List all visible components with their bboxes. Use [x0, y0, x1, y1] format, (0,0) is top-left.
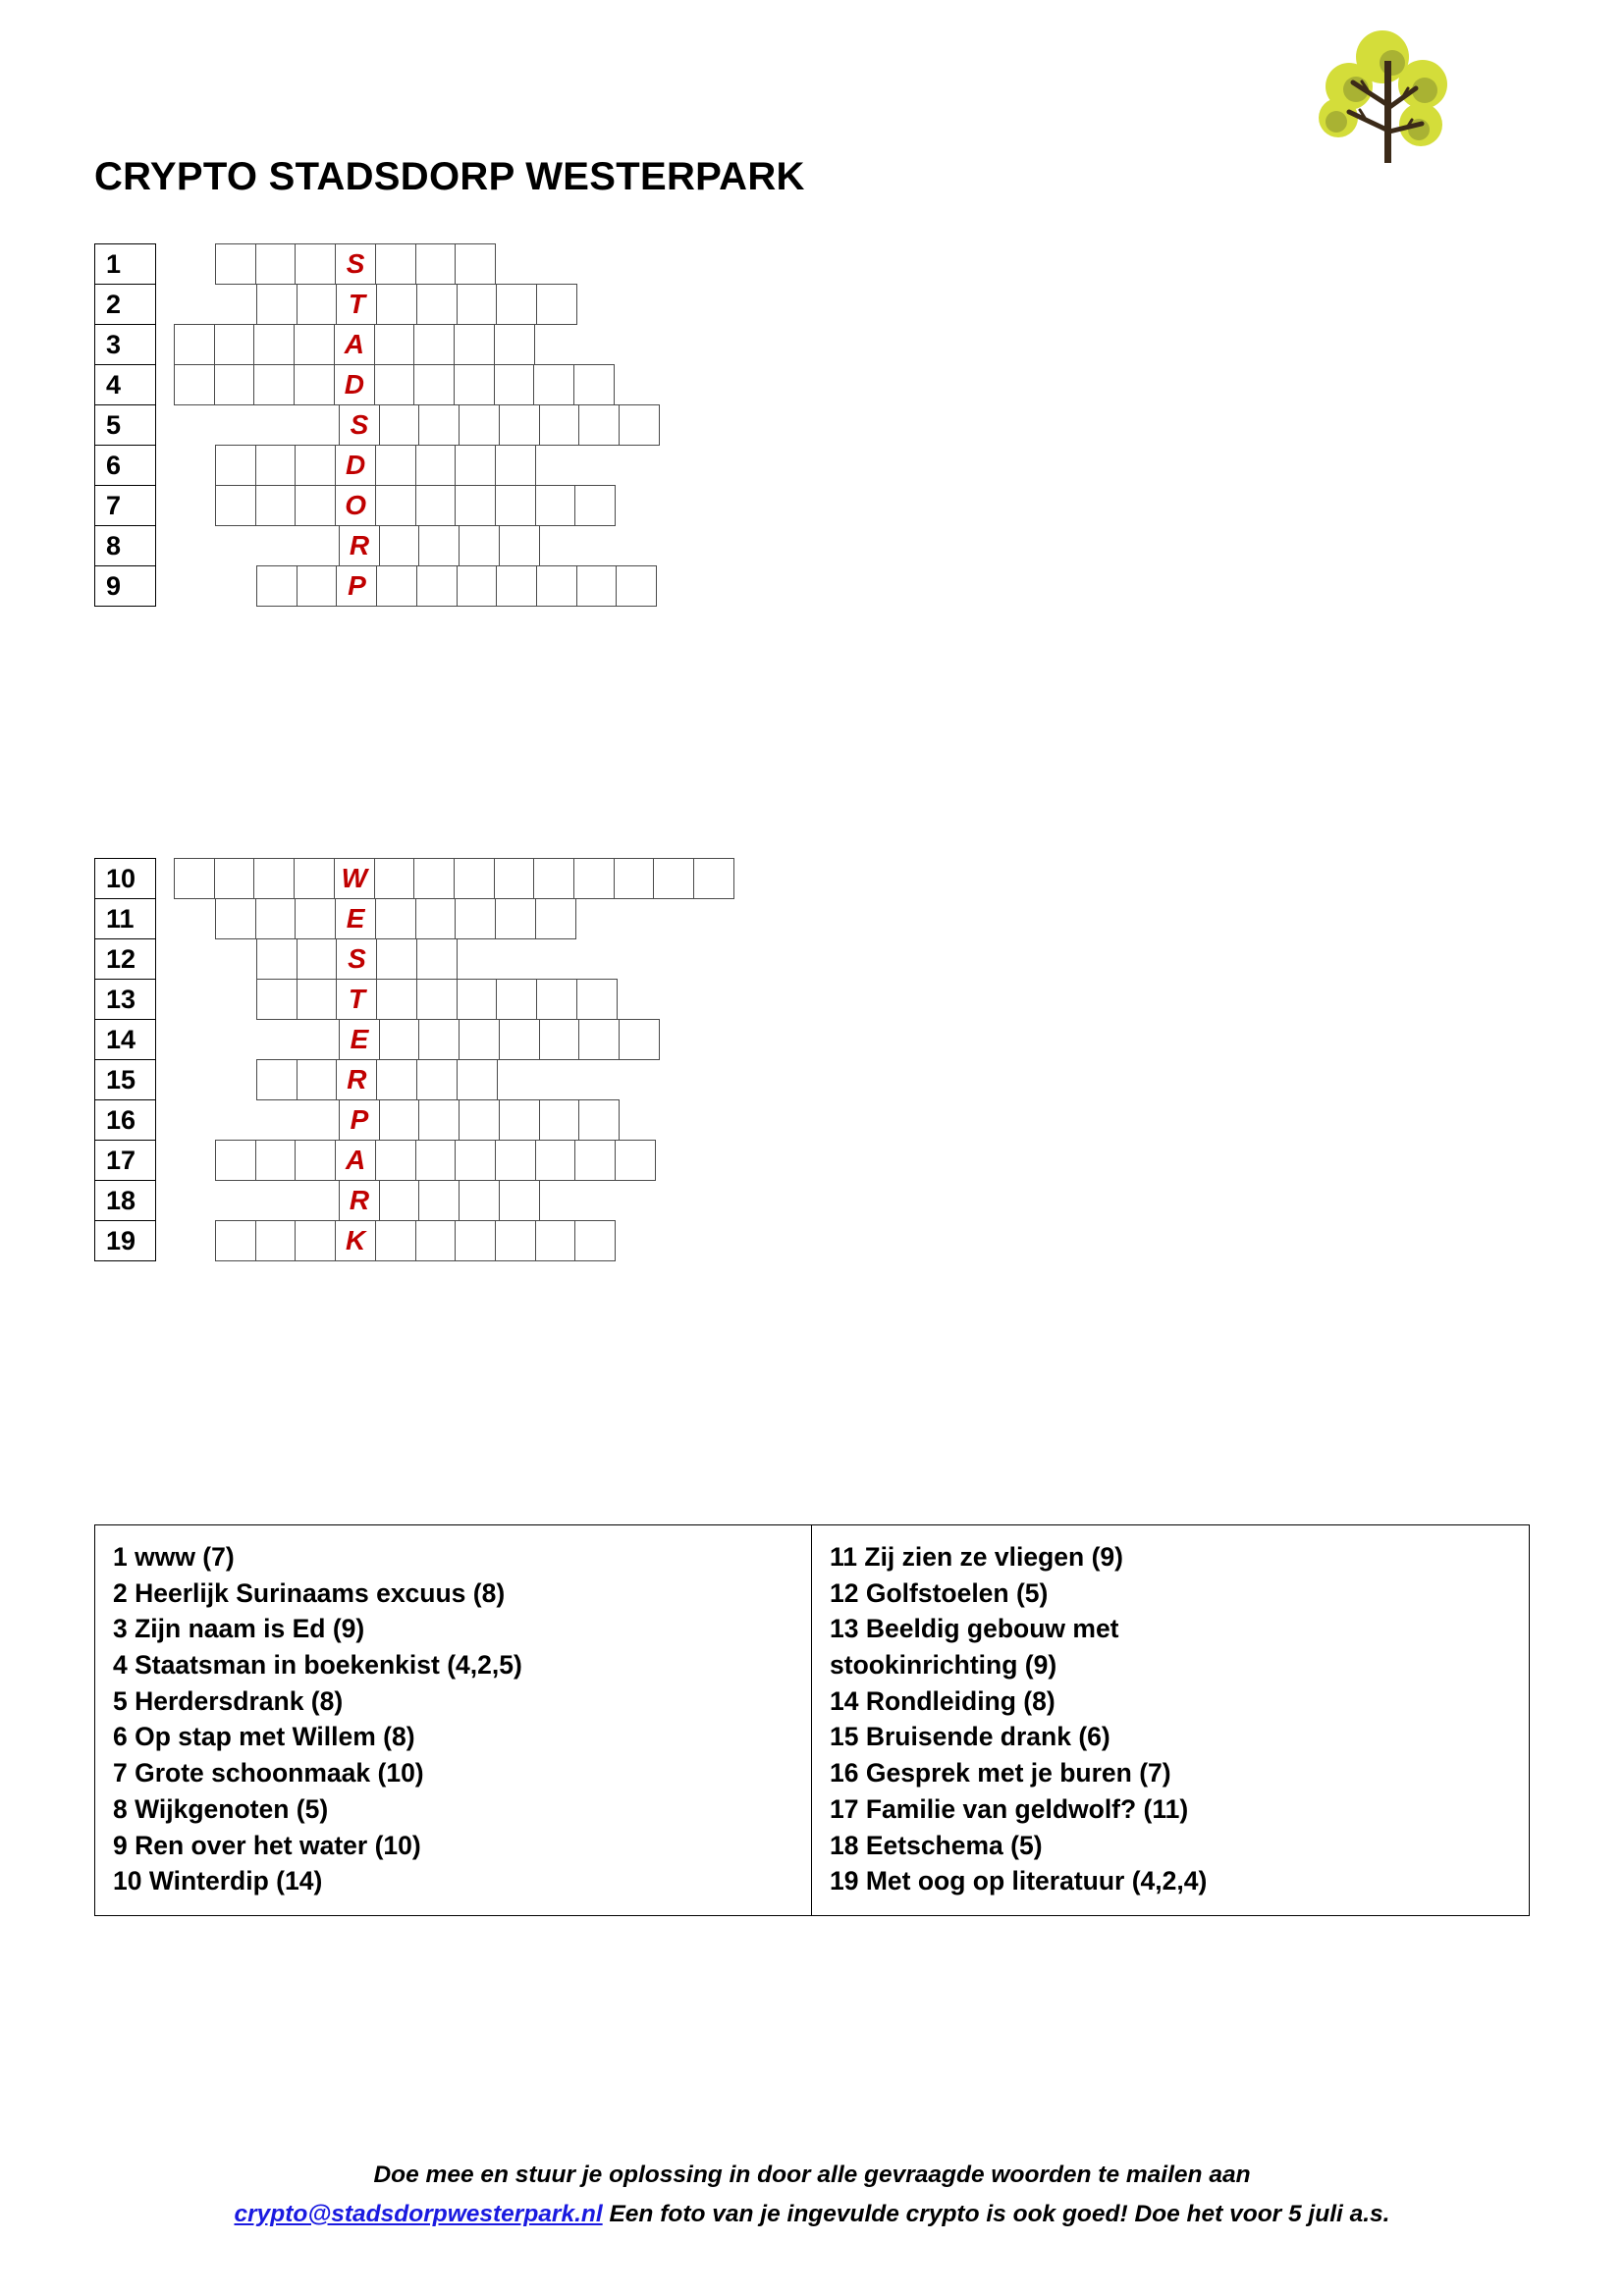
row-number-19: 19 [94, 1220, 156, 1261]
answer-cell-11-8[interactable] [495, 898, 536, 939]
answer-cell-14-2[interactable] [379, 1019, 420, 1060]
key-letter-cell-4[interactable]: D [334, 364, 375, 405]
footer-line-2 [0, 2195, 1624, 2234]
answer-cell-18-5[interactable] [499, 1180, 540, 1221]
answer-cell-7-5[interactable] [375, 485, 416, 526]
key-letter-cell-8[interactable]: R [339, 525, 380, 566]
answer-cell-9-8[interactable] [536, 565, 577, 607]
clue-line: 14 Rondleiding (8) [830, 1685, 1056, 1716]
answer-strip-8 [339, 525, 539, 566]
answer-cell-14-7[interactable] [578, 1019, 620, 1060]
row-number-2: 2 [94, 284, 156, 325]
clue-line: 17 Familie van geldwolf? (11) [830, 1793, 1189, 1824]
answer-cell-13-4[interactable] [376, 979, 417, 1020]
key-letter-cell-15[interactable]: R [336, 1059, 377, 1100]
answer-cell-4-3[interactable] [253, 364, 295, 405]
answer-cell-19-8[interactable] [495, 1220, 536, 1261]
answer-cell-11-9[interactable] [535, 898, 576, 939]
answer-cell-5-3[interactable] [418, 404, 460, 446]
answer-cell-10-3[interactable] [253, 858, 295, 899]
key-letter-cell-14[interactable]: E [339, 1019, 380, 1060]
answer-cell-11-1[interactable] [215, 898, 256, 939]
answer-strip-3 [174, 324, 533, 365]
tree-logo [1306, 14, 1468, 171]
answer-cell-10-10[interactable] [533, 858, 574, 899]
footer-line-1: Doe mee en stuur je oplossing in door alle gevraagde woorden te mailen aan [373, 2162, 1251, 2188]
answer-strip-16 [339, 1099, 619, 1141]
key-letter-cell-5[interactable]: S [339, 404, 380, 446]
key-letter-cell-12[interactable]: S [336, 938, 377, 980]
answer-cell-4-6[interactable] [374, 364, 415, 405]
clue-column-right [812, 1525, 1529, 1915]
answer-cell-12-1[interactable] [256, 938, 298, 980]
row-number-3: 3 [94, 324, 156, 365]
answer-cell-5-8[interactable] [619, 404, 660, 446]
answer-cell-6-5[interactable] [375, 445, 416, 486]
answer-cell-5-2[interactable] [379, 404, 420, 446]
key-letter-cell-10[interactable]: W [334, 858, 375, 899]
answer-strip-17 [215, 1140, 655, 1181]
answer-cell-3-2[interactable] [214, 324, 255, 365]
answer-strip-15 [256, 1059, 496, 1100]
answer-strip-13 [256, 979, 616, 1020]
answer-cell-10-2[interactable] [214, 858, 255, 899]
clue-line: 7 Grote schoonmaak (10) [113, 1758, 424, 1789]
key-letter-cell-16[interactable]: P [339, 1099, 380, 1141]
answer-cell-10-11[interactable] [573, 858, 615, 899]
answer-cell-13-2[interactable] [297, 979, 338, 1020]
answer-strip-18 [339, 1180, 539, 1221]
answer-cell-5-6[interactable] [539, 404, 580, 446]
answer-cell-13-1[interactable] [256, 979, 298, 1020]
key-letter-cell-2[interactable]: T [336, 284, 377, 325]
answer-cell-19-6[interactable] [415, 1220, 457, 1261]
answer-cell-9-2[interactable] [297, 565, 338, 607]
answer-cell-16-2[interactable] [379, 1099, 420, 1141]
answer-cell-2-1[interactable] [256, 284, 298, 325]
answer-cell-17-10[interactable] [574, 1140, 616, 1181]
key-letter-cell-13[interactable]: T [336, 979, 377, 1020]
answer-cell-17-9[interactable] [535, 1140, 576, 1181]
answer-cell-13-8[interactable] [536, 979, 577, 1020]
answer-cell-10-13[interactable] [653, 858, 694, 899]
answer-cell-12-5[interactable] [416, 938, 458, 980]
answer-cell-5-4[interactable] [459, 404, 500, 446]
row-number-15: 15 [94, 1059, 156, 1100]
answer-cell-19-1[interactable] [215, 1220, 256, 1261]
answer-cell-2-7[interactable] [496, 284, 537, 325]
clue-line: 1 www (7) [113, 1542, 235, 1572]
answer-cell-18-4[interactable] [459, 1180, 500, 1221]
answer-cell-9-4[interactable] [376, 565, 417, 607]
answer-cell-16-5[interactable] [499, 1099, 540, 1141]
answer-cell-17-5[interactable] [375, 1140, 416, 1181]
answer-cell-14-4[interactable] [459, 1019, 500, 1060]
row-number-5: 5 [94, 404, 156, 446]
answer-cell-17-6[interactable] [415, 1140, 457, 1181]
clue-line: stookinrichting (9) [830, 1650, 1057, 1681]
answer-strip-2 [256, 284, 576, 325]
clue-line: 19 Met oog op literatuur (4,2,4) [830, 1866, 1208, 1896]
answer-strip-7 [215, 485, 615, 526]
answer-cell-16-6[interactable] [539, 1099, 580, 1141]
answer-cell-10-4[interactable] [294, 858, 335, 899]
answer-strip-14 [339, 1019, 659, 1060]
answer-cell-9-10[interactable] [616, 565, 657, 607]
row-number-18: 18 [94, 1180, 156, 1221]
answer-cell-7-8[interactable] [495, 485, 536, 526]
row-number-8: 8 [94, 525, 156, 566]
answer-cell-7-7[interactable] [455, 485, 496, 526]
answer-cell-2-2[interactable] [297, 284, 338, 325]
answer-cell-1-5[interactable] [375, 243, 416, 285]
answer-cell-10-1[interactable] [174, 858, 215, 899]
answer-cell-19-2[interactable] [255, 1220, 297, 1261]
row-number-4: 4 [94, 364, 156, 405]
answer-cell-17-7[interactable] [455, 1140, 496, 1181]
footer [0, 2156, 1624, 2233]
clue-line: 16 Gesprek met je buren (7) [830, 1758, 1171, 1789]
answer-cell-4-8[interactable] [454, 364, 495, 405]
key-letter-cell-9[interactable]: P [336, 565, 377, 607]
answer-strip-12 [256, 938, 457, 980]
answer-cell-17-8[interactable] [495, 1140, 536, 1181]
answer-cell-4-1[interactable] [174, 364, 215, 405]
answer-strip-1 [215, 243, 495, 285]
key-letter-cell-18[interactable]: R [339, 1180, 380, 1221]
answer-cell-15-2[interactable] [297, 1059, 338, 1100]
answer-cell-3-9[interactable] [494, 324, 535, 365]
answer-cell-3-7[interactable] [413, 324, 455, 365]
clue-box [94, 1524, 1530, 1916]
answer-cell-4-4[interactable] [294, 364, 335, 405]
footer-line-2-rest: Een foto van je ingevulde crypto is ook goed! Doe het voor 5 juli a.s. [602, 2200, 1390, 2227]
email-link[interactable]: crypto@stadsdorpwesterpark.nl [234, 2200, 603, 2227]
answer-cell-17-11[interactable] [615, 1140, 656, 1181]
answer-cell-6-3[interactable] [295, 445, 336, 486]
answer-cell-6-2[interactable] [255, 445, 297, 486]
answer-cell-9-5[interactable] [416, 565, 458, 607]
answer-cell-1-1[interactable] [215, 243, 256, 285]
answer-cell-17-2[interactable] [255, 1140, 297, 1181]
answer-cell-19-9[interactable] [535, 1220, 576, 1261]
answer-cell-5-5[interactable] [499, 404, 540, 446]
answer-cell-16-4[interactable] [459, 1099, 500, 1141]
answer-cell-19-5[interactable] [375, 1220, 416, 1261]
answer-cell-6-1[interactable] [215, 445, 256, 486]
answer-cell-15-1[interactable] [256, 1059, 298, 1100]
answer-cell-1-3[interactable] [295, 243, 336, 285]
answer-cell-17-1[interactable] [215, 1140, 256, 1181]
answer-cell-11-5[interactable] [375, 898, 416, 939]
answer-cell-4-7[interactable] [413, 364, 455, 405]
answer-cell-8-5[interactable] [499, 525, 540, 566]
answer-cell-11-7[interactable] [455, 898, 496, 939]
answer-strip-6 [215, 445, 535, 486]
answer-cell-16-3[interactable] [418, 1099, 460, 1141]
answer-cell-10-12[interactable] [614, 858, 655, 899]
answer-strip-5 [339, 404, 659, 446]
answer-cell-2-6[interactable] [457, 284, 498, 325]
answer-cell-8-3[interactable] [418, 525, 460, 566]
key-letter-cell-11[interactable]: E [335, 898, 376, 939]
answer-cell-11-3[interactable] [295, 898, 336, 939]
answer-cell-19-10[interactable] [574, 1220, 616, 1261]
answer-cell-7-3[interactable] [295, 485, 336, 526]
clue-line: 9 Ren over het water (10) [113, 1830, 421, 1860]
row-number-6: 6 [94, 445, 156, 486]
row-number-1: 1 [94, 243, 156, 285]
answer-cell-4-9[interactable] [494, 364, 535, 405]
answer-cell-18-3[interactable] [418, 1180, 460, 1221]
answer-cell-10-9[interactable] [494, 858, 535, 899]
answer-cell-1-6[interactable] [415, 243, 457, 285]
key-letter-cell-1[interactable]: S [335, 243, 376, 285]
answer-cell-10-14[interactable] [693, 858, 734, 899]
clue-line: 6 Op stap met Willem (8) [113, 1722, 415, 1752]
answer-cell-11-2[interactable] [255, 898, 297, 939]
page-title: CRYPTO STADSDORP WESTERPARK [94, 155, 805, 198]
row-number-10: 10 [94, 858, 156, 899]
answer-cell-9-7[interactable] [496, 565, 537, 607]
answer-cell-13-6[interactable] [457, 979, 498, 1020]
answer-cell-19-3[interactable] [295, 1220, 336, 1261]
answer-cell-7-9[interactable] [535, 485, 576, 526]
answer-cell-7-6[interactable] [415, 485, 457, 526]
clue-line: 13 Beeldig gebouw met [830, 1614, 1119, 1644]
row-number-17: 17 [94, 1140, 156, 1181]
answer-cell-7-1[interactable] [215, 485, 256, 526]
clue-line: 2 Heerlijk Surinaams excuus (8) [113, 1577, 506, 1608]
answer-cell-14-6[interactable] [539, 1019, 580, 1060]
answer-cell-2-5[interactable] [416, 284, 458, 325]
answer-cell-13-9[interactable] [576, 979, 618, 1020]
answer-cell-9-1[interactable] [256, 565, 298, 607]
row-number-9: 9 [94, 565, 156, 607]
answer-cell-17-3[interactable] [295, 1140, 336, 1181]
answer-cell-1-7[interactable] [455, 243, 496, 285]
answer-cell-3-1[interactable] [174, 324, 215, 365]
answer-cell-9-6[interactable] [457, 565, 498, 607]
key-letter-cell-3[interactable]: A [334, 324, 375, 365]
answer-cell-14-3[interactable] [418, 1019, 460, 1060]
answer-cell-1-2[interactable] [255, 243, 297, 285]
clue-line: 18 Eetschema (5) [830, 1830, 1043, 1860]
row-number-11: 11 [94, 898, 156, 939]
key-letter-cell-6[interactable]: D [335, 445, 376, 486]
key-letter-cell-19[interactable]: K [335, 1220, 376, 1261]
answer-cell-15-4[interactable] [376, 1059, 417, 1100]
answer-cell-12-4[interactable] [376, 938, 417, 980]
row-number-7: 7 [94, 485, 156, 526]
answer-cell-10-6[interactable] [374, 858, 415, 899]
clue-line: 15 Bruisende drank (6) [830, 1722, 1110, 1752]
answer-cell-4-10[interactable] [533, 364, 574, 405]
answer-cell-4-11[interactable] [573, 364, 615, 405]
answer-cell-5-7[interactable] [578, 404, 620, 446]
clue-line: 8 Wijkgenoten (5) [113, 1793, 329, 1824]
answer-cell-3-8[interactable] [454, 324, 495, 365]
clue-line: 12 Golfstoelen (5) [830, 1577, 1049, 1608]
row-number-16: 16 [94, 1099, 156, 1141]
answer-strip-10 [174, 858, 733, 899]
answer-cell-3-3[interactable] [253, 324, 295, 365]
clue-column-left [95, 1525, 812, 1915]
answer-cell-2-4[interactable] [376, 284, 417, 325]
answer-cell-3-4[interactable] [294, 324, 335, 365]
answer-strip-11 [215, 898, 574, 939]
answer-strip-4 [174, 364, 614, 405]
answer-cell-10-8[interactable] [454, 858, 495, 899]
answer-cell-6-8[interactable] [495, 445, 536, 486]
answer-cell-11-6[interactable] [415, 898, 457, 939]
answer-cell-4-2[interactable] [214, 364, 255, 405]
answer-strip-19 [215, 1220, 615, 1261]
answer-cell-13-7[interactable] [496, 979, 537, 1020]
answer-cell-3-6[interactable] [374, 324, 415, 365]
answer-cell-16-7[interactable] [578, 1099, 620, 1141]
clue-line: 5 Herdersdrank (8) [113, 1685, 344, 1716]
answer-cell-15-5[interactable] [416, 1059, 458, 1100]
answer-cell-13-5[interactable] [416, 979, 458, 1020]
row-number-12: 12 [94, 938, 156, 980]
clue-line: 4 Staatsman in boekenkist (4,2,5) [113, 1650, 522, 1681]
answer-strip-9 [256, 565, 656, 607]
answer-cell-7-10[interactable] [574, 485, 616, 526]
clue-line: 3 Zijn naam is Ed (9) [113, 1614, 365, 1644]
answer-cell-19-7[interactable] [455, 1220, 496, 1261]
key-letter-cell-7[interactable]: O [335, 485, 376, 526]
answer-cell-8-4[interactable] [459, 525, 500, 566]
answer-cell-14-8[interactable] [619, 1019, 660, 1060]
answer-cell-2-8[interactable] [536, 284, 577, 325]
answer-cell-7-2[interactable] [255, 485, 297, 526]
answer-cell-14-5[interactable] [499, 1019, 540, 1060]
answer-cell-12-2[interactable] [297, 938, 338, 980]
answer-cell-6-7[interactable] [455, 445, 496, 486]
answer-cell-15-6[interactable] [457, 1059, 498, 1100]
row-number-13: 13 [94, 979, 156, 1020]
clue-line: 10 Winterdip (14) [113, 1866, 323, 1896]
key-letter-cell-17[interactable]: A [335, 1140, 376, 1181]
row-number-14: 14 [94, 1019, 156, 1060]
clue-line: 11 Zij zien ze vliegen (9) [830, 1542, 1123, 1572]
answer-cell-6-6[interactable] [415, 445, 457, 486]
answer-cell-8-2[interactable] [379, 525, 420, 566]
answer-cell-9-9[interactable] [576, 565, 618, 607]
answer-cell-18-2[interactable] [379, 1180, 420, 1221]
answer-cell-10-7[interactable] [413, 858, 455, 899]
